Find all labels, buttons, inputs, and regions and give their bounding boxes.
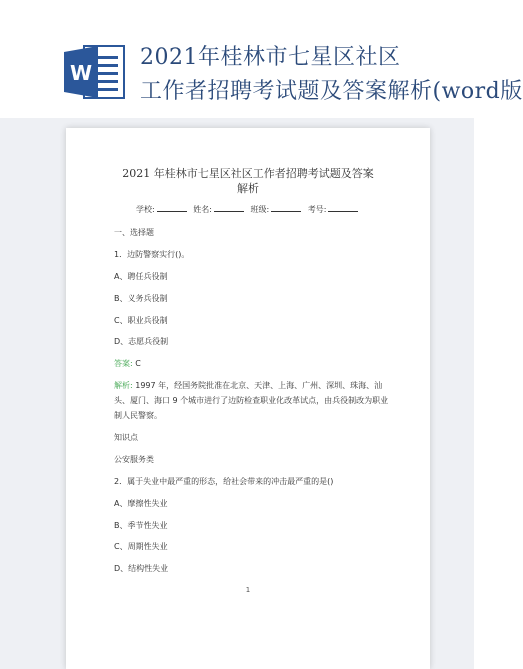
class-label: 班级:: [250, 205, 270, 214]
school-label: 学校:: [136, 205, 155, 214]
banner-title-line1: 2021年桂林市七星区社区: [140, 45, 401, 70]
analysis-label: 解析:: [114, 381, 133, 390]
knowledge-point-value: 公安服务类: [114, 455, 154, 464]
document-title-line2: 解析: [237, 182, 259, 195]
question-1-analysis-line3: 制人民警察。: [114, 411, 162, 420]
word-icon: [62, 42, 128, 102]
question-1-option-b: B、义务兵役制: [114, 294, 168, 303]
question-2-option-c: C、周期性失业: [114, 542, 168, 551]
name-label: 姓名:: [193, 205, 212, 214]
student-info-row: [136, 204, 396, 215]
question-1-option-d: D、志愿兵役制: [114, 337, 169, 346]
question-2-option-b: B、季节性失业: [114, 521, 168, 530]
number-label: 考号:: [307, 205, 327, 214]
answer-value: C: [135, 359, 141, 368]
number-blank: [328, 211, 358, 212]
question-1-option-a: A、聘任兵役制: [114, 272, 168, 281]
analysis-text-1: 1997 年，经国务院批准在北京、天津、上海、广州、深圳、珠海、汕: [135, 381, 383, 390]
knowledge-point-label: 知识点: [114, 433, 138, 442]
question-2-stem: 2．属于失业中最严重的形态，给社会带来的冲击最严重的是(): [114, 477, 334, 486]
question-1-option-c: C、职业兵役制: [114, 316, 168, 325]
banner-title-line2: 工作者招聘考试题及答案解析(word版: [140, 79, 523, 104]
svg-text:W: W: [69, 61, 93, 85]
document-title-line1: 2021 年桂林市七星区社区工作者招聘考试题及答案: [122, 167, 374, 180]
question-1-analysis-line1: [114, 378, 404, 393]
banner: [0, 0, 523, 120]
question-2-option-a: A、摩擦性失业: [114, 499, 168, 508]
class-blank: [271, 211, 301, 212]
question-2-option-d: D、结构性失业: [114, 564, 169, 573]
school-blank: [157, 211, 187, 212]
question-1-answer: [114, 356, 404, 371]
question-1-analysis-line2: 头、厦门、海口 9 个城市进行了边防检查职业化改革试点，由兵役制改为职业: [114, 396, 389, 405]
answer-label: 答案:: [114, 359, 133, 368]
section-heading: 一、选择题: [114, 228, 154, 237]
document-page: [66, 128, 430, 669]
question-1-stem: 1．边防警察实行()。: [114, 250, 190, 259]
page-number: 1: [245, 586, 251, 594]
name-blank: [214, 211, 244, 212]
